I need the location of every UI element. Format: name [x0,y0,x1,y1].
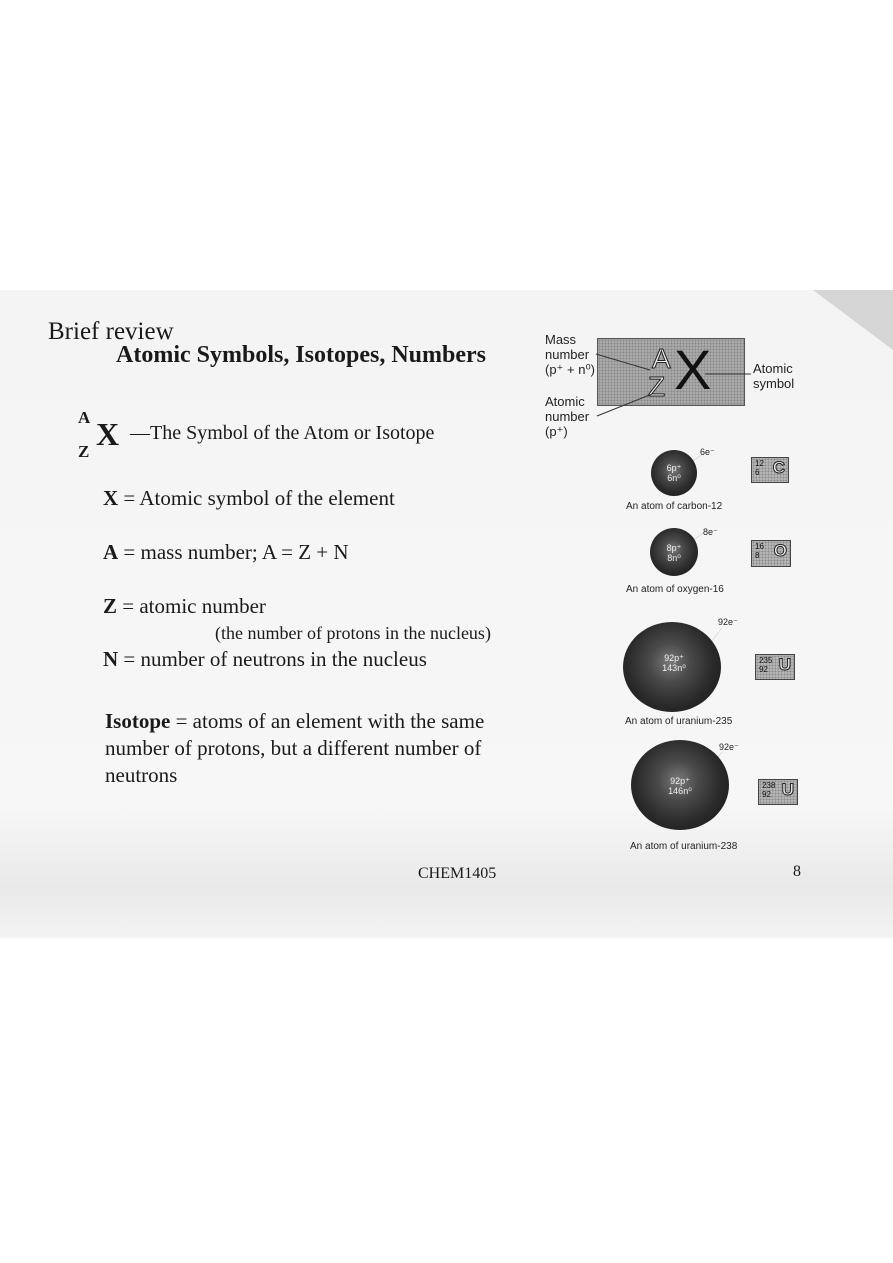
uranium-235-mass: 235 [759,656,773,665]
definition-a-term: A [103,540,119,564]
isotope-term: Isotope [105,709,171,733]
oxygen-16-caption: An atom of oxygen-16 [626,584,724,595]
mass-leader-line [596,354,650,370]
uranium-235-caption: An atom of uranium-235 [625,716,733,727]
slide [0,290,893,938]
oxygen-16-protons: 8p⁺ [666,543,682,553]
slide-heading: Atomic Symbols, Isotopes, Numbers [116,342,487,368]
definition-z-term: Z [103,594,118,618]
oxygen-16-mass: 16 [755,542,764,551]
uranium-238-mass: 238 [762,781,776,790]
oxygen-16-nucleus [656,543,692,563]
carbon-12-protons: 6p⁺ [666,463,682,473]
oxygen-16-sym: O [773,541,787,560]
atomic-leader-line [597,394,652,416]
uranium-235-electrons: 92e⁻ [718,617,738,627]
uranium-235-symbol-box [755,654,795,680]
carbon-12-mass: 12 [755,459,764,468]
symbol-description: —The Symbol of the Atom or Isotope [130,422,435,444]
definition-x-text: = Atomic symbol of the element [123,486,395,510]
uranium-238-z: 92 [762,790,771,799]
definition-x-term: X [103,486,119,510]
uranium-238-symbol-box [758,779,798,805]
leader-lines [0,290,893,938]
atomic-number-letter: Z [78,442,90,461]
course-code: CHEM1405 [418,865,497,882]
notation-box-a: A [652,343,671,374]
atomic-label-line-3: (p⁺) [545,424,568,439]
uranium-235-protons: 92p⁺ [664,653,684,663]
definition-z-text: = atomic number [122,594,266,618]
definition-n-term: N [103,647,119,671]
uranium-238-sym: U [781,780,794,799]
carbon-12-sym: C [772,458,785,477]
carbon-12-nucleus [656,463,692,483]
oxygen-16-neutrons: 8n⁰ [667,553,681,563]
symbol-label-line-2: symbol [753,376,795,391]
uranium-238-caption: An atom of uranium-238 [630,841,738,852]
definition-n-text: = number of neutrons in the nucleus [123,647,427,671]
uranium-238-electrons: 92e⁻ [719,742,739,752]
carbon-12-caption: An atom of carbon-12 [626,501,723,512]
oxygen-16-electrons: 8e⁻ [703,527,718,537]
definition-a-text: = mass number; A = Z + N [123,540,349,564]
element-letter: X [96,416,120,452]
carbon-12-symbol-box [751,457,789,483]
brief-review-title: Brief review [48,318,174,345]
uranium-238-nucleus [660,776,700,796]
uranium-235-z: 92 [759,665,768,674]
notation-box-x: X [674,338,712,401]
carbon-12-z: 6 [755,468,760,477]
carbon-12-electrons: 6e⁻ [700,447,715,457]
isotope-text: = atoms of an element with the same number of protons, but a different number of neutrons [105,709,485,787]
oxygen-16-symbol-box [751,540,791,567]
mass-label-line-1: Mass [545,332,577,347]
uranium-238-neutrons: 146n⁰ [668,786,692,796]
uranium-235-sym: U [778,655,791,674]
uranium-238-protons: 92p⁺ [670,776,690,786]
carbon-12-neutrons: 6n⁰ [667,473,681,483]
mass-number-letter: A [78,408,91,427]
page-number: 8 [793,863,801,880]
definition-z-note: (the number of protons in the nucleus) [215,623,491,643]
symbol-label-line-1: Atomic [753,361,793,376]
oxygen-16-z: 8 [755,551,760,560]
mass-label-line-2: number [545,347,590,362]
notation-box-z: Z [648,371,666,402]
uranium-235-nucleus [654,653,694,673]
uranium-235-neutrons: 143n⁰ [662,663,686,673]
mass-label-line-3: (p⁺ + n⁰) [545,362,596,377]
atomic-label-line-2: number [545,409,590,424]
atomic-label-line-1: Atomic [545,394,585,409]
